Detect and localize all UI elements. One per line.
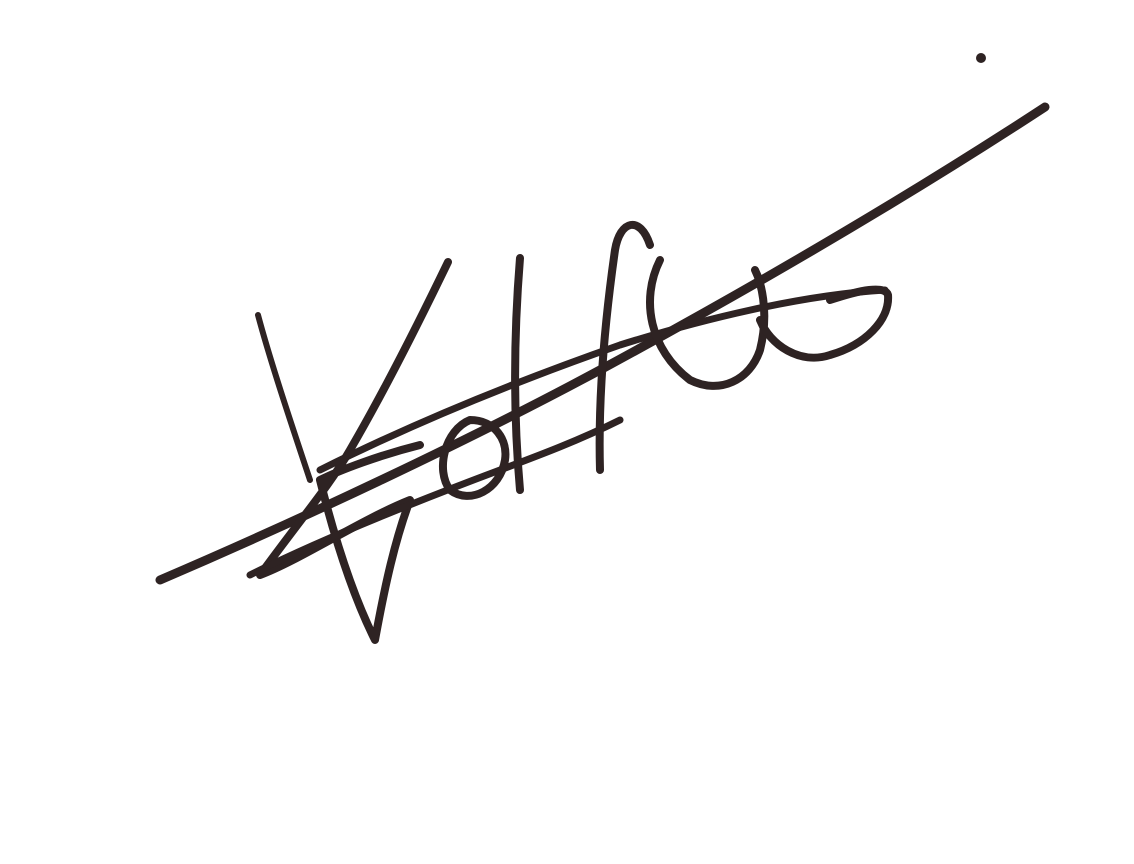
signature-dot	[976, 53, 986, 63]
signature-k-stem	[258, 315, 310, 480]
signature-strokes	[160, 53, 1045, 640]
signature-cross-stroke	[250, 420, 620, 575]
signature-t-stem	[515, 258, 520, 490]
